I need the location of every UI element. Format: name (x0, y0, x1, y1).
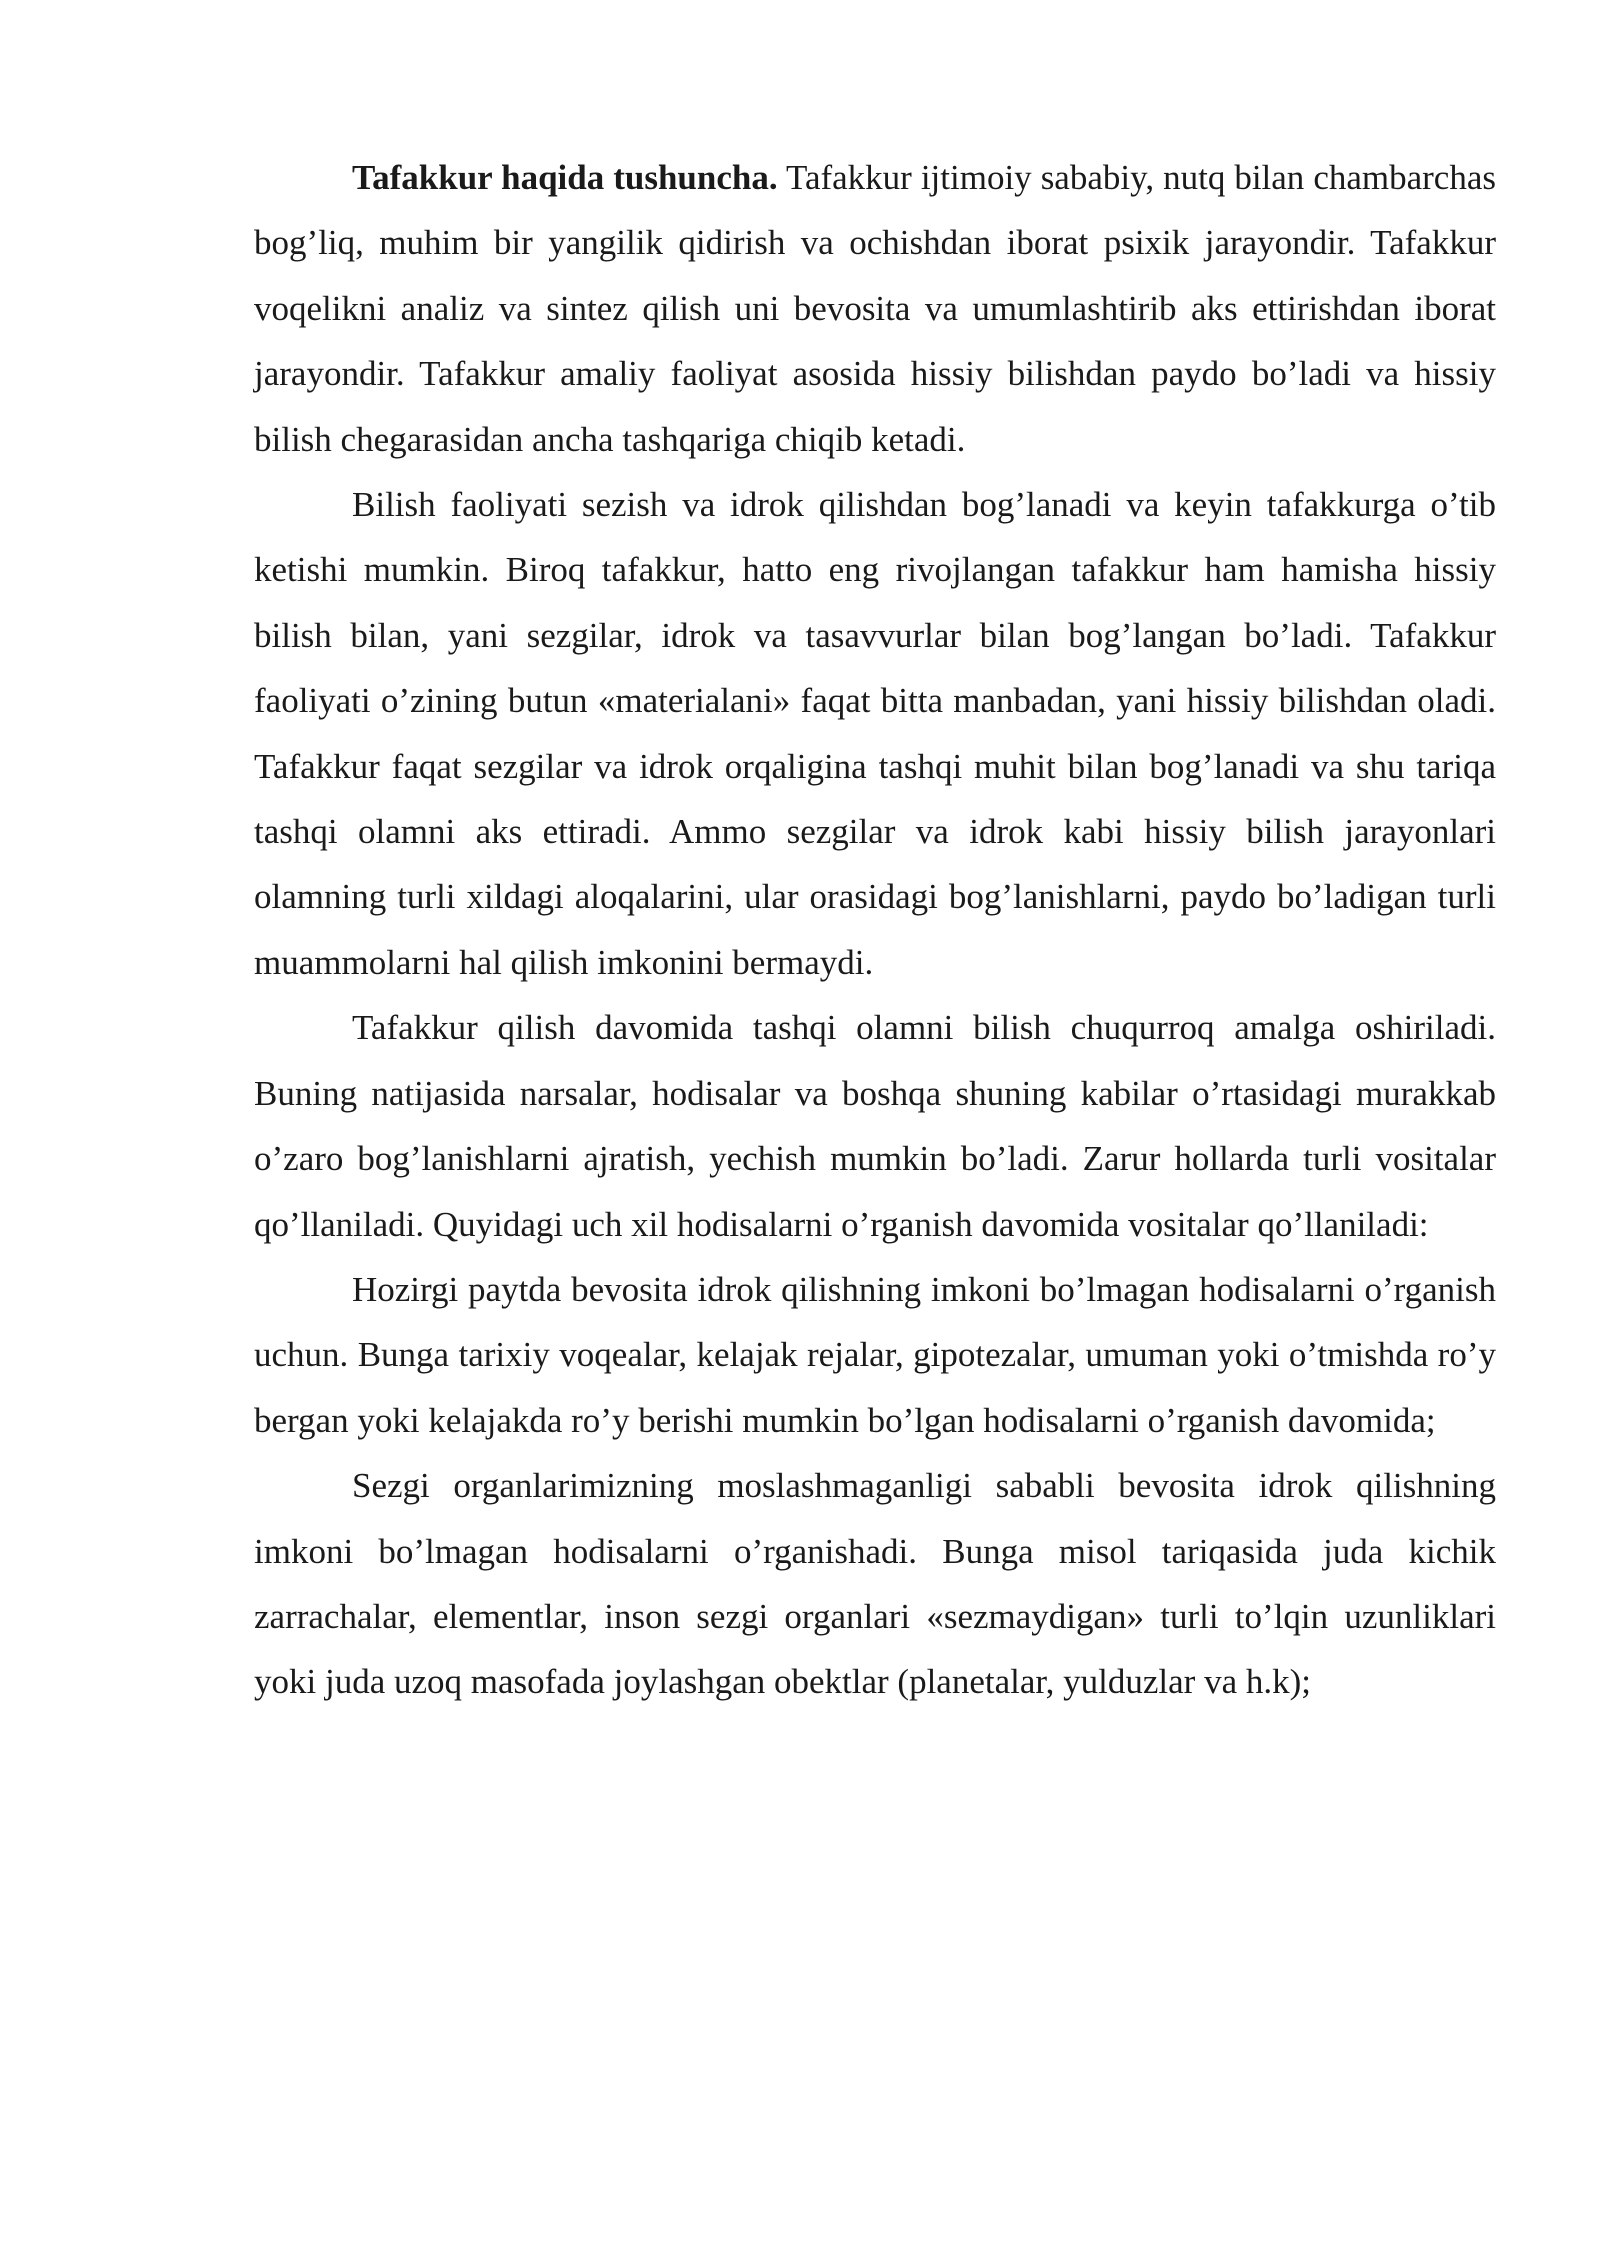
paragraph-thinking-process: Tafakkur qilish davomida tashqi olamni bilish chuqurroq amalga oshiriladi. Buning natijasida narsalar, hodisalar va boshqa shuning kabilar o’rtasidagi murakkab o’zaro bog’lanishlarni ajratish, yechish mumkin bo’ladi. Zarur hollarda turli vositalar qo’llaniladi. Quyidagi uch xil hodisalarni o’rganish davomida vositalar qo’llaniladi: (254, 1008, 1496, 1244)
paragraph-cognition: Bilish faoliyati sezish va idrok qilishdan bog’lanadi va keyin tafakkurga o’tib ketishi mumkin. Biroq tafakkur, hatto eng rivojlangan tafakkur ham hamisha hissiy bilish bilan, yani sezgilar, idrok va tasavvurlar bilan bog’langan bo’ladi. Tafakkur faoliyati o’zining butun «materialani» faqat bitta manbadan, yani hissiy bilishdan oladi. Tafakkur faqat sezgilar va idrok orqaligina tashqi muhit bilan bog’lanadi va shu tariqa tashqi olamni aks ettiradi. Ammo sezgilar va idrok kabi hissiy bilish jarayonlari olamning turli xildagi aloqalarini, ular orasidagi bog’lanishlarni, paydo bo’ladigan turli muammolarni hal qilish imkonini bermaydi. (254, 485, 1496, 982)
document-body (254, 145, 1496, 1715)
paragraph-text: Tafakkur ijtimoiy sababiy, nutq bilan chambarchas bog’liq, muhim bir yangilik qidirish va ochishdan iborat psixik jarayondir. Tafakkur voqelikni analiz va sintez qilish uni bevosita va umumlashtirib aks ettirishdan iborat jarayondir. Tafakkur amaliy faoliyat asosida hissiy bilishdan paydo bo’ladi va hissiy bilish chegarasidan ancha tashqariga chiqib ketadi. (254, 158, 1496, 459)
section-heading: Tafakkur haqida tushuncha. (352, 158, 778, 197)
paragraph-sense-organs: Sezgi organlarimizning moslashmaganligi sababli bevosita idrok qilishning imkoni bo’lmagan hodisalarni o’rganishadi. Bunga misol tariqasida juda kichik zarrachalar, elementlar, inson sezgi organlari «sezmaydigan» turli to’lqin uzunliklari yoki juda uzoq masofada joylashgan obektlar (planetalar, yulduzlar va h.k); (254, 1466, 1496, 1702)
paragraph-present-phenomena: Hozirgi paytda bevosita idrok qilishning imkoni bo’lmagan hodisalarni o’rganish uchun. Bunga tarixiy voqealar, kelajak rejalar, gipotezalar, umuman yoki o’tmishda ro’y bergan yoki kelajakda ro’y berishi mumkin bo’lgan hodisalarni o’rganish davomida; (254, 1269, 1496, 1440)
paragraph-thinking-concept (254, 145, 1496, 472)
